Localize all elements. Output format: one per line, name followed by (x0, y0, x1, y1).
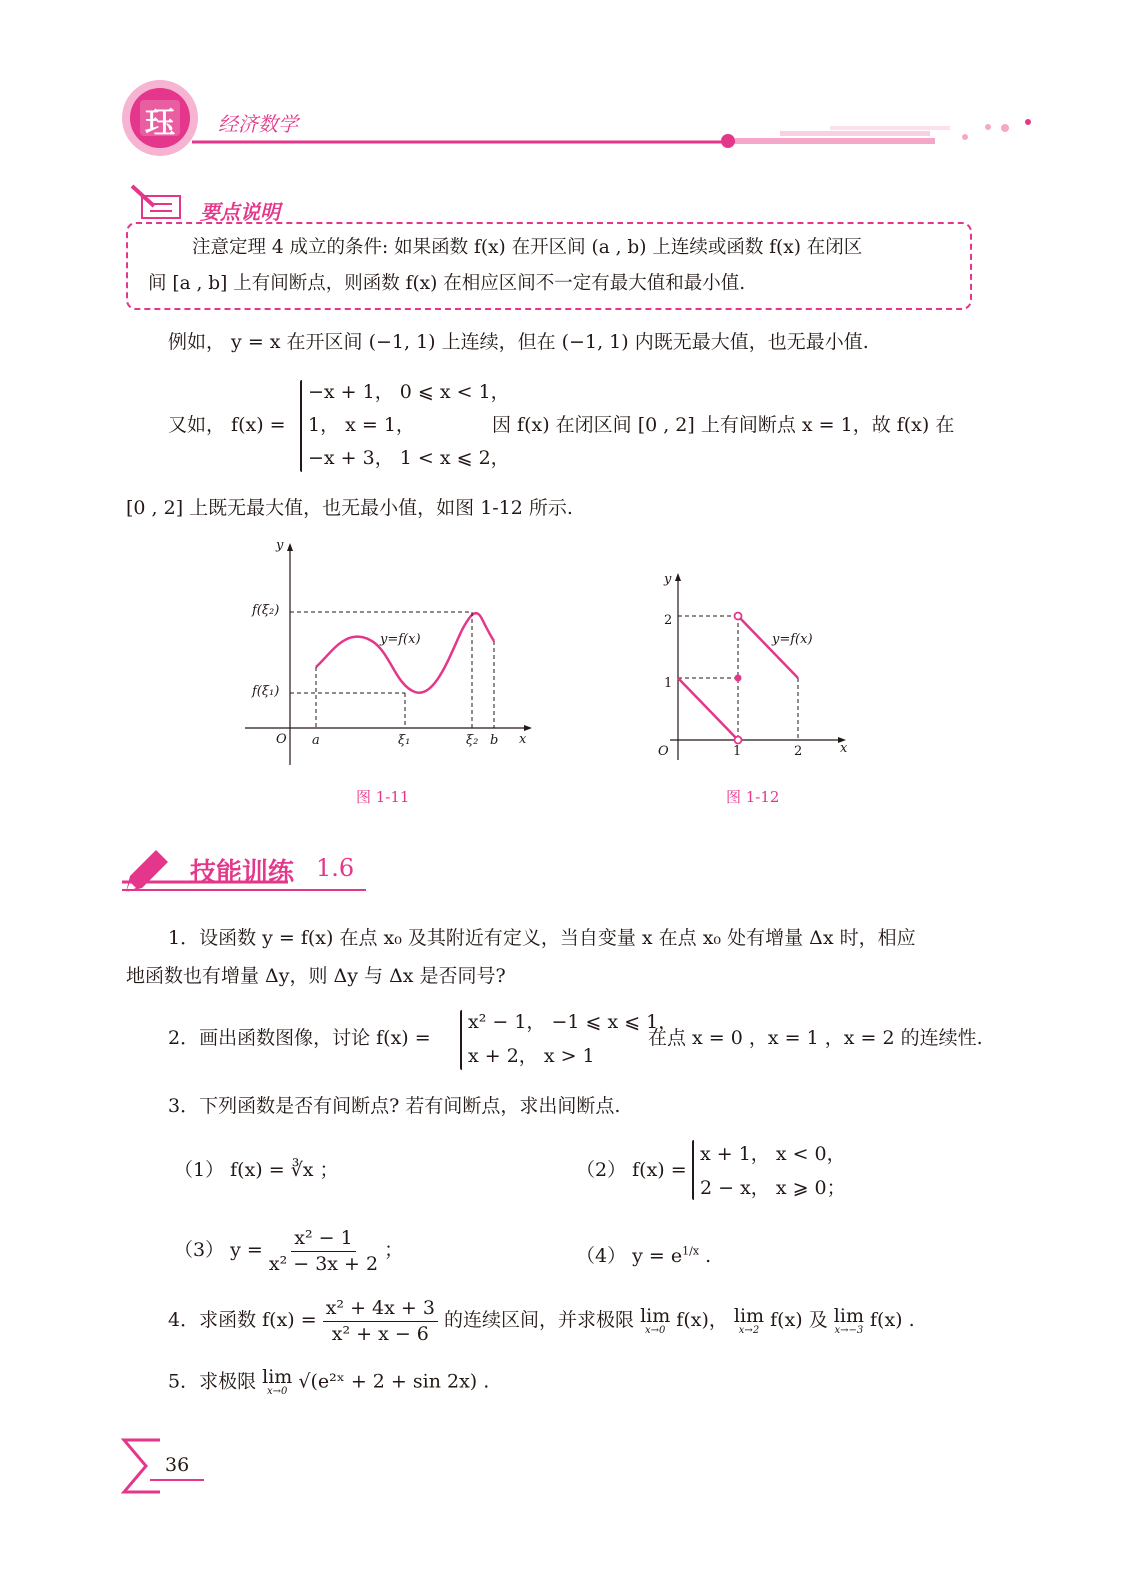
fig2-curve-label: y=f(x) (772, 632, 813, 647)
fig1-xtick-xi1: ξ₁ (398, 733, 411, 748)
q2-prefix: 2．画出函数图像，讨论 f(x) = (168, 1027, 431, 1049)
figure-1-11-caption: 图 1-11 (356, 788, 410, 806)
q4-limit-1: lim x→0 (640, 1304, 671, 1336)
q4-limit-3: lim x→−3 (833, 1304, 864, 1336)
q2-piece-2: x + 2， x > 1 (468, 1045, 595, 1067)
q3-4-prefix: （4） y = e (576, 1245, 683, 1267)
fig2-x-label: x (840, 741, 848, 756)
fig2-segment-1 (678, 678, 738, 740)
note-line-2: 间 [a , b] 上有间断点，则函数 f(x) 在相应区间不一定有最大值和最小值. (148, 273, 746, 294)
fig1-x-arrow (524, 725, 532, 731)
example-2-end: [0 , 2] 上既无最大值，也无最小值，如图 1-12 所示. (126, 497, 573, 519)
example-1: 例如， y = x 在开区间 (−1, 1) 上连续，但在 (−1, 1) 内既无最大值，也无最小值. (168, 331, 869, 353)
section-number: 1.6 (316, 854, 355, 882)
q2-piece-1: x² − 1， −1 ⩽ x ⩽ 1， (468, 1011, 678, 1033)
fig1-y-label: y (276, 538, 284, 553)
q2-brace (460, 1010, 462, 1070)
fig2-y-arrow (675, 573, 681, 581)
piece-1: −x + 1， 0 ⩽ x < 1， (308, 381, 510, 403)
fig2-open-point-2-1 (735, 613, 742, 620)
q1-line-2: 地函数也有增量 Δy，则 Δy 与 Δx 是否同号? (126, 965, 506, 987)
q3-3-denominator: x² − 3x + 2 (268, 1252, 379, 1275)
q1-line-1: 1．设函数 y = f(x) 在点 x₀ 及其附近有定义，当自变量 x 在点 x₀ 处有增量 Δx 时，相应 (168, 927, 916, 949)
q4-fraction (323, 1296, 438, 1346)
q3-3-fraction (269, 1226, 378, 1276)
q4-mid: 的连续区间，并求极限 (444, 1309, 635, 1332)
fig1-xtick-a: a (312, 733, 320, 748)
q5-prefix: 5．求极限 (168, 1370, 257, 1393)
q3-3-numerator: x² − 1 (291, 1226, 355, 1252)
fig2-xtick-2: 2 (794, 744, 803, 759)
fig1-y-arrow (287, 543, 293, 551)
fig2-open-point-1-2 (735, 737, 742, 744)
q4-numerator: x² + 4x + 3 (323, 1296, 438, 1322)
q3-1: （1） f(x) = ∛x ； (174, 1159, 339, 1181)
fig2-segment-2 (738, 616, 798, 678)
q2-suffix: 在点 x = 0 ，x = 1 ，x = 2 的连续性. (648, 1027, 983, 1049)
fig1-ytick-1: f(ξ₂) (252, 603, 280, 618)
q3-2-prefix: （2） f(x) = (576, 1159, 687, 1181)
q5-limit: lim x→0 (262, 1366, 293, 1397)
section-title: 技能训练 (190, 858, 295, 888)
q4-f2: f(x) 及 (770, 1309, 828, 1332)
note-line-1: 注意定理 4 成立的条件: 如果函数 f(x) 在开区间 (a , b) 上连续或函数 f(x) 在闭区 (192, 237, 863, 258)
fig2-filled-point (735, 675, 742, 682)
page-number: 36 (165, 1454, 190, 1476)
fig2-ytick-2: 2 (664, 613, 673, 628)
figure-1-12-caption: 图 1-12 (726, 788, 780, 806)
q3-2-piece-2: 2 − x， x ⩾ 0； (700, 1177, 846, 1199)
fig1-curve (316, 613, 494, 693)
q3-3 (174, 1226, 403, 1276)
piece-2: 1， x = 1， (308, 414, 415, 436)
note-title: 要点说明 (200, 200, 280, 224)
fig1-origin: O (276, 732, 287, 747)
fig1-xtick-b: b (490, 733, 499, 748)
q4-prefix: 4．求函数 f(x) = (168, 1309, 317, 1332)
q4 (168, 1296, 915, 1346)
piecewise-brace (300, 380, 302, 472)
q4-f3: f(x) . (870, 1309, 915, 1332)
q4-f1: f(x)， (676, 1309, 728, 1332)
fig2-xtick-1: 1 (733, 744, 742, 759)
q4-limit-2: lim x→2 (733, 1304, 765, 1336)
fig1-ytick-2: f(ξ₁) (252, 684, 280, 699)
q3-3-prefix: （3） y = (174, 1239, 263, 1262)
figure-1-12 (640, 565, 870, 775)
fig1-xtick-xi2: ξ₂ (466, 733, 479, 748)
note-icon (128, 182, 188, 222)
fig2-origin: O (658, 744, 669, 759)
q3-4 (576, 1244, 711, 1269)
piece-3: −x + 3， 1 < x ⩽ 2， (308, 447, 510, 469)
q3-4-suffix: . (705, 1245, 712, 1267)
header-decoration (0, 0, 1127, 170)
header-logo: 珏 (145, 106, 175, 141)
fig1-x-label: x (519, 732, 527, 747)
example-2-suffix: 因 f(x) 在闭区间 [0 , 2] 上有间断点 x = 1，故 f(x) 在 (492, 414, 955, 436)
fig2-ytick-1: 1 (664, 676, 673, 691)
fig2-y-label: y (664, 572, 672, 587)
q3-2-brace (692, 1140, 694, 1200)
q5 (168, 1368, 489, 1397)
q3-3-suffix: ； (384, 1239, 404, 1262)
book-title: 经济数学 (218, 112, 298, 136)
q3-2-piece-1: x + 1， x < 0， (700, 1143, 846, 1165)
fig1-curve-label: y=f(x) (380, 632, 421, 647)
q3-4-exponent: 1/x (682, 1244, 700, 1258)
q5-expression: √(e²ˣ + 2 + sin 2x) . (298, 1370, 490, 1393)
q3: 3．下列函数是否有间断点? 若有间断点，求出间断点. (168, 1095, 621, 1117)
q4-denominator: x² + x − 6 (331, 1322, 429, 1345)
example-2-prefix: 又如， f(x) = (168, 414, 286, 436)
